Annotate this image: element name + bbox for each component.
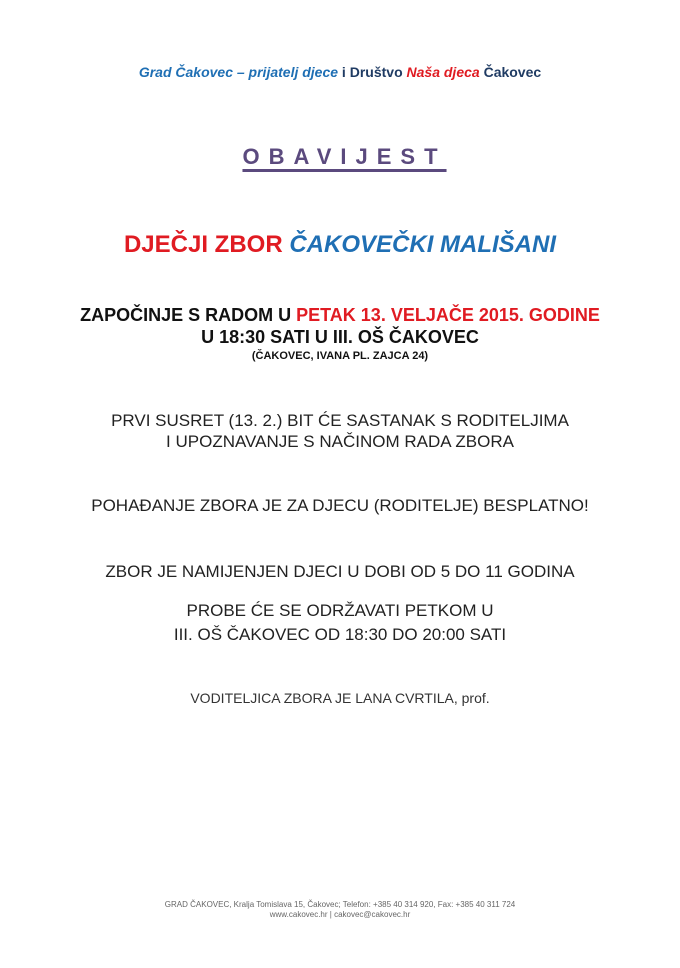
header-organizers — [0, 64, 680, 80]
choir-heading-name: ČAKOVEČKI MALIŠANI — [289, 231, 557, 258]
start-date-line — [0, 305, 680, 326]
start-address: (ČAKOVEC, IVANA PL. ZAJCA 24) — [251, 350, 429, 362]
header-society-name: Naša djeca — [406, 64, 480, 80]
age-range-notice: ZBOR JE NAMIJENJEN DJECI U DOBI OD 5 DO 11 GODINA — [105, 562, 575, 581]
page-title — [0, 144, 680, 170]
first-meeting-line2: I UPOZNAVANJE S NAČINOM RADA ZBORA — [166, 432, 514, 451]
rehearsals-line2: III. OŠ ČAKOVEC OD 18:30 DO 20:00 SATI — [173, 625, 507, 644]
header-society-city: Čakovec — [479, 64, 542, 80]
header-city-slogan: Grad Čakovec – prijatelj djece — [138, 64, 339, 80]
footer-separator: | — [327, 910, 335, 919]
page-title-text: OBAVIJEST — [242, 144, 447, 169]
start-date: PETAK 13. VELJAČE 2015. GODINE — [296, 305, 600, 325]
header-society-label: Društvo — [349, 64, 407, 80]
first-meeting-line1: PRVI SUSRET (13. 2.) BIT ĆE SASTANAK S RODITELJIMA — [111, 411, 569, 430]
footer-contact: GRAD ČAKOVEC, Kralja Tomislava 15, Čakovec; Telefon: +385 40 314 920, Fax: +385 40 311 724 — [164, 900, 516, 909]
footer-links — [0, 910, 680, 919]
footer-website-link[interactable]: www.cakovec.hr — [269, 910, 328, 919]
start-time-location: U 18:30 SATI U III. OŠ ČAKOVEC — [201, 327, 479, 347]
choir-leader: VODITELJICA ZBORA JE LANA CVRTILA, prof. — [190, 690, 490, 706]
footer-email-link[interactable]: cakovec@cakovec.hr — [334, 910, 411, 919]
rehearsals-line1: PROBE ĆE SE ODRŽAVATI PETKOM U — [186, 601, 494, 620]
start-prefix: ZAPOČINJE S RADOM U — [80, 305, 297, 325]
free-attendance-notice: POHAĐANJE ZBORA JE ZA DJECU (RODITELJE) BESPLATNO! — [91, 496, 589, 515]
header-conjunction: i — [338, 64, 350, 80]
choir-heading — [0, 231, 680, 259]
choir-heading-red: DJEČJI ZBOR — [123, 231, 290, 258]
